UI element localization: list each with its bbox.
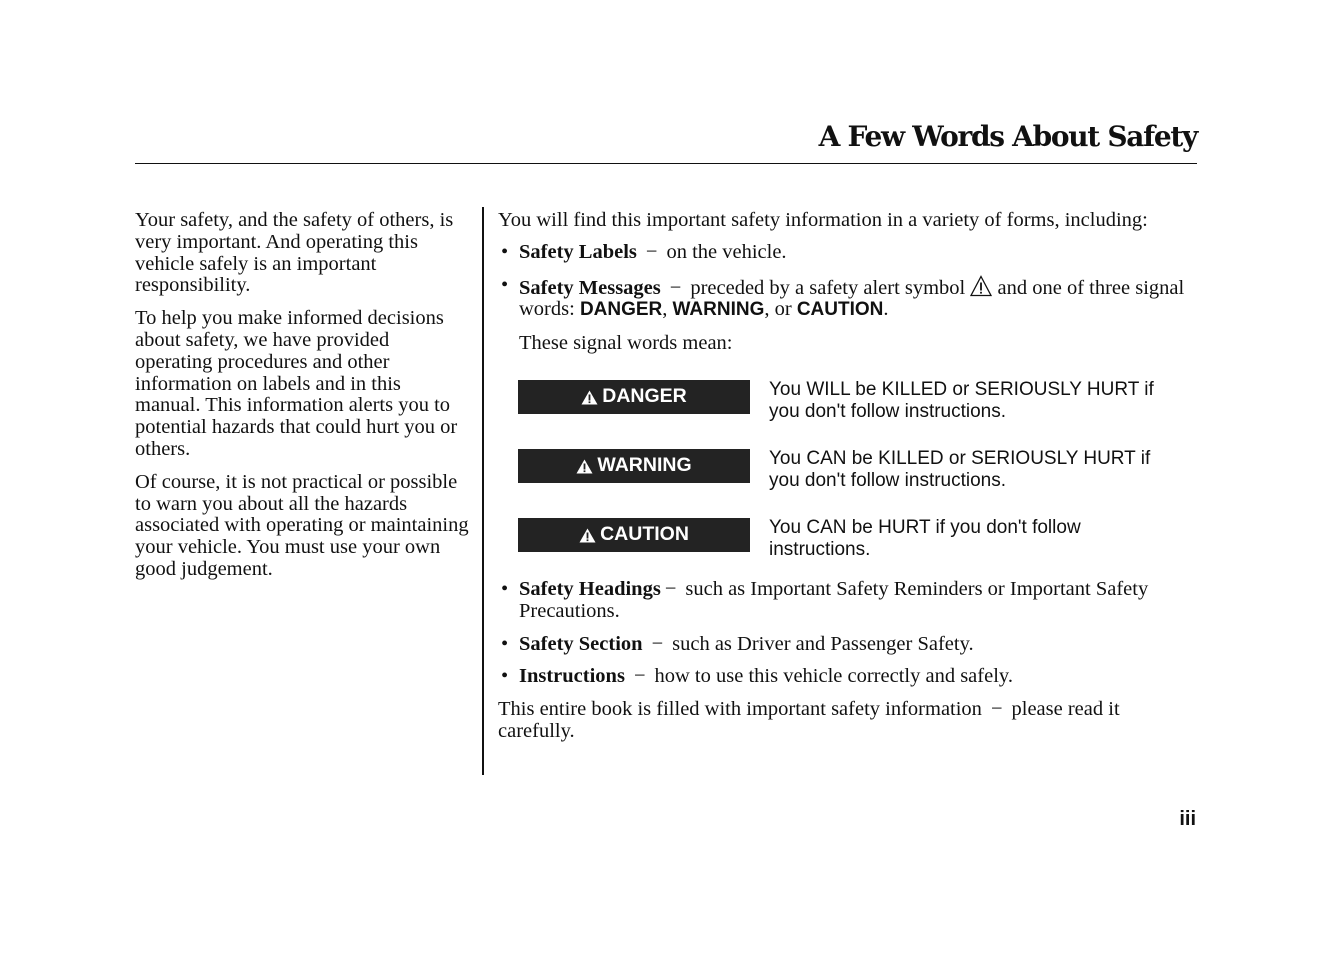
separator: . [883, 298, 889, 321]
bullet-mark: • [501, 578, 509, 600]
paragraph: Your safety, and the safety of others, is very important. And operating this vehicle safely is an important responsibility. [135, 209, 454, 297]
dash: − [990, 698, 1003, 721]
paragraph: Of course, it is not practical or possible to warn you about all the hazards associated with operating or maintaining your vehicle. You must use your own good judgement. [135, 470, 469, 580]
right-column [498, 209, 1198, 742]
badge-label: WARNING [597, 454, 692, 477]
dash: − [633, 665, 646, 688]
dash: − [669, 276, 682, 299]
list-item [498, 579, 1198, 623]
badge-label: CAUTION [600, 523, 689, 546]
list-item [498, 634, 1198, 656]
separator: , or [764, 298, 792, 321]
left-column [135, 210, 470, 592]
warning-triangle-icon [576, 459, 593, 474]
lower-list [498, 579, 1198, 743]
bullet-text: preceded by a safety alert symbol [690, 276, 966, 299]
bullet-mark: • [501, 665, 509, 688]
list-item [498, 242, 1198, 264]
caution-badge [518, 518, 750, 552]
warning-badge [518, 449, 750, 483]
bullet-term: Safety Labels [519, 240, 637, 263]
signal-intro: These signal words mean: [519, 332, 733, 355]
bullet-text: and one of three signal words: [519, 276, 1185, 321]
bullet-term: Instructions [519, 665, 625, 688]
bullet-mark: • [501, 273, 509, 296]
signal-word-caution: CAUTION [796, 299, 884, 321]
bullet-term: Safety Section [519, 632, 643, 655]
signal-meaning: You CAN be KILLED or SERIOUSLY HURT if you don't follow instructions. [769, 448, 1151, 491]
signal-meaning: You WILL be KILLED or SERIOUSLY HURT if you don't follow instructions. [769, 379, 1154, 422]
paragraph: To help you make informed decisions about safety, we have provided operating procedures and other information on labels and in this manual. This information alerts you to potential hazards that could hurt you or others. [135, 307, 458, 460]
bullet-term: Safety Headings [519, 578, 661, 600]
danger-badge [518, 380, 750, 414]
bullet-text: such as Driver and Passenger Safety. [672, 632, 974, 655]
dash: − [645, 240, 658, 263]
closing-text [498, 699, 1198, 743]
separator: , [662, 298, 668, 321]
list-item [498, 666, 1198, 688]
list-item [498, 275, 1198, 322]
badge-label: DANGER [602, 385, 687, 408]
page-number: iii [1179, 808, 1196, 830]
warning-triangle-icon [579, 528, 596, 543]
header-rule [135, 163, 1197, 164]
outro-text: please read it carefully. [498, 698, 1120, 742]
bullet-mark: • [501, 632, 509, 655]
bullet-term: Safety Messages [519, 276, 661, 299]
bullet-text: how to use this vehicle correctly and safely. [654, 665, 1013, 688]
page-title: A Few Words About Safety [818, 120, 1197, 153]
intro-text: You will find this important safety information in a variety of forms, including: [498, 209, 1148, 231]
warning-triangle-icon [581, 390, 598, 405]
dash: − [664, 578, 677, 600]
bullet-mark: • [501, 240, 509, 263]
dash: − [651, 632, 664, 655]
column-divider [482, 207, 484, 775]
outro-text: This entire book is filled with important safety information [498, 698, 982, 721]
signal-word-warning: WARNING [672, 299, 765, 321]
signal-word-danger: DANGER [579, 299, 663, 321]
bullet-text: on the vehicle. [666, 240, 787, 263]
warning-triangle-icon [970, 275, 992, 297]
signal-meaning: You CAN be HURT if you don't follow instructions. [769, 517, 1081, 560]
bullet-text: such as Important Safety Reminders or Important Safety Precautions. [519, 578, 1149, 622]
